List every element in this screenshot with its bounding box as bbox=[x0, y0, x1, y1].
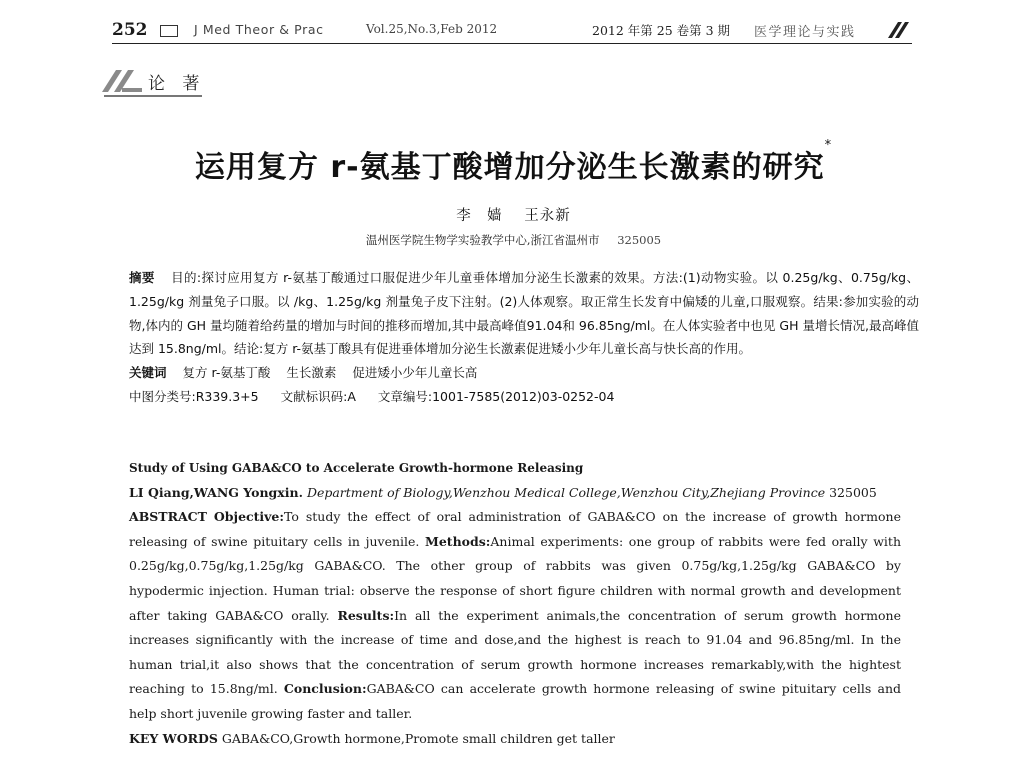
section-label: 论 著 bbox=[148, 74, 206, 94]
abstract-cn-block bbox=[129, 266, 919, 409]
volume-info-cn: 2012 年第 25 卷第 3 期 bbox=[592, 23, 731, 38]
results-label: Results: bbox=[337, 607, 395, 623]
english-abstract bbox=[129, 505, 901, 726]
english-title: Study of Using GABA&CO to Accelerate Growth-hormone Releasing bbox=[129, 461, 584, 475]
section-tag bbox=[100, 66, 210, 98]
objective-label: Objective: bbox=[213, 509, 284, 525]
keyword-cn-3: 促进矮小少年儿童长高 bbox=[352, 365, 478, 381]
english-authors bbox=[129, 481, 901, 506]
title-footnote-marker: * bbox=[824, 138, 833, 153]
english-keywords bbox=[129, 727, 901, 752]
volume-info-en: Vol.25,No.3,Feb 2012 bbox=[366, 22, 498, 36]
abstract-cn-text: 目的:探讨应用复方 r-氨基丁酸通过口服促进少年儿童垂体增加分泌生长激素的效果。方法:(1)动物实验。以 0.25g/kg、0.75g/kg、1.25g/kg 剂量兔子口服。以 /kg、1.25g/kg 剂量兔子皮下注射。(2)人体观察。取正常生长发育中偏矮的儿童,口服观察。结果:参加实验的动物,体内的 GH 量均随着给药量的增加与时间的推移而增加,其中最高峰值91.04和 96.85ng/ml。在人体实验者中也见 GH 量增长情况,最高峰值达到 15.8ng/ml。结论:复方 r-氨基丁酸具有促进垂体增加分泌生长激素促进矮小少年儿童长高与快长高的作用。 bbox=[129, 270, 919, 357]
journal-name-en: J Med Theor & Prac bbox=[194, 22, 324, 37]
clc-number: 中图分类号:R339.3+5 bbox=[129, 388, 259, 404]
results-text: In all the experiment animals,the concentration of serum growth hormone increases significantly with the increase of time and dose,and the highest is reach to 91.04 and 96.85ng/ml. In the human trial,it also shows that the concentration of serum growth hormone increases remarkably,with the hightest reaching to 15.8ng/ml. bbox=[129, 607, 902, 697]
square-icon bbox=[160, 25, 178, 37]
document-code: 文献标识码:A bbox=[280, 388, 356, 404]
author-list bbox=[0, 204, 1027, 225]
keyword-cn-1: 复方 r-氨基丁酸 bbox=[182, 365, 271, 381]
journal-logo-icon bbox=[886, 20, 912, 40]
article-number: 文章编号:1001-7585(2012)03-0252-04 bbox=[377, 388, 615, 404]
author-1: 李 嫱 bbox=[456, 208, 503, 224]
abstract-en-block bbox=[129, 456, 901, 751]
running-header bbox=[112, 18, 912, 44]
classification-meta bbox=[129, 385, 919, 409]
affiliation-text: 温州医学院生物学实验教学中心,浙江省温州市 bbox=[365, 233, 600, 247]
methods-text: Animal experiments: one group of rabbits were fed orally with 0.25g/kg,0.75g/kg,1.25g/kg GABA&CO. The other group of rabbits was given 0.75g/kg,1.25g/kg GABA&CO by hypodermic injection. Human trial: observe the response of short figure children with normal growth and development after taking GABA&CO orally. bbox=[129, 533, 901, 623]
abstract-en-label: ABSTRACT bbox=[129, 509, 207, 525]
header-rule bbox=[112, 43, 912, 44]
methods-label: Methods: bbox=[425, 533, 491, 549]
keywords-cn bbox=[129, 361, 919, 385]
page-number: 252 bbox=[112, 20, 148, 40]
section-logo-icon bbox=[100, 66, 144, 94]
author-2: 王永新 bbox=[524, 208, 571, 224]
keyword-cn-2: 生长激素 bbox=[286, 365, 337, 381]
keywords-en-label: KEY WORDS bbox=[129, 730, 218, 746]
abstract-cn bbox=[129, 266, 919, 361]
article-title bbox=[0, 138, 1027, 186]
journal-name-cn: 医学理论与实践 bbox=[754, 25, 856, 40]
objective-text: To study the effect of oral administration of GABA&CO on the increase of growth hormone releasing of swine pituitary cells in juvenile. bbox=[129, 509, 901, 549]
english-author-names: LI Qiang,WANG Yongxin. bbox=[129, 484, 303, 500]
english-postcode: 325005 bbox=[829, 484, 877, 500]
conclusion-text: GABA&CO can accelerate growth hormone releasing of swine pituitary cells and help short juvenile growing faster and taller. bbox=[129, 681, 901, 721]
section-rule bbox=[104, 95, 202, 97]
conclusion-label: Conclusion: bbox=[283, 681, 367, 697]
abstract-cn-label: 摘要 bbox=[129, 270, 155, 285]
affiliation bbox=[0, 232, 1027, 248]
english-affiliation: Department of Biology,Wenzhou Medical College,Wenzhou City,Zhejiang Province bbox=[306, 484, 826, 500]
article-title-text: 运用复方 r-氨基丁酸增加分泌生长激素的研究 bbox=[194, 150, 825, 185]
affiliation-postcode: 325005 bbox=[617, 233, 662, 247]
keywords-cn-label: 关键词 bbox=[129, 365, 167, 381]
keywords-en-text: GABA&CO,Growth hormone,Promote small children get taller bbox=[221, 730, 615, 746]
